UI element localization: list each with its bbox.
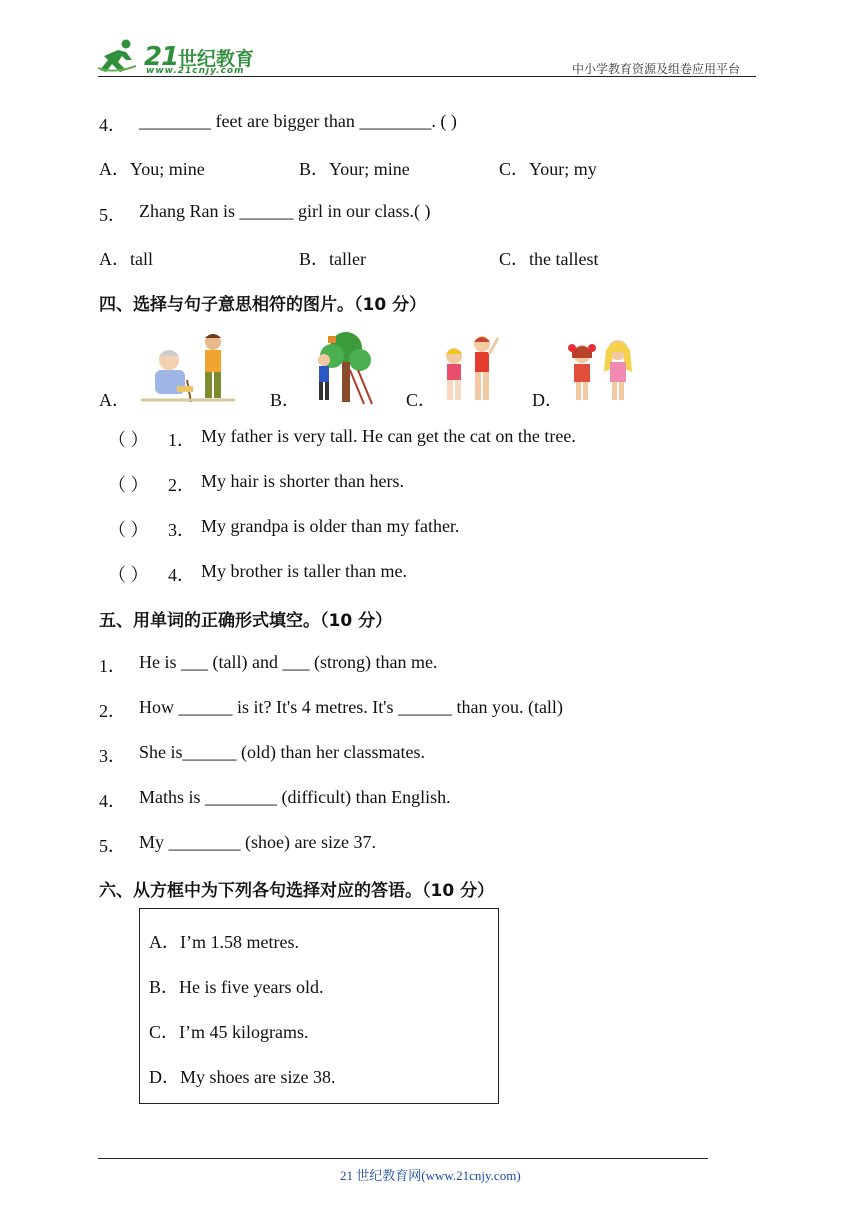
item-text: She is______ (old) than her classmates.: [139, 742, 425, 762]
answer-bracket[interactable]: （ ）: [108, 430, 149, 450]
question-number: 4．: [99, 115, 126, 135]
footer-link[interactable]: 21 世纪教育网(www.21cnjy.com): [340, 1168, 521, 1183]
item-text: My hair is shorter than hers.: [201, 471, 404, 491]
item-number: 4．: [99, 791, 126, 811]
item-number: 3．: [168, 520, 195, 540]
logo-name: 世纪教育: [178, 48, 255, 70]
item-text: My brother is taller than me.: [201, 561, 407, 581]
question-text: Zhang Ran is ______ girl in our class.( ): [139, 201, 431, 221]
footer-rule: [98, 1158, 708, 1159]
option-a: A．tall: [99, 249, 153, 269]
item-number: 4．: [168, 565, 195, 585]
section-title: 五、用单词的正确形式填空。（10 分）: [99, 611, 393, 631]
box-option-c: C．I’m 45 kilograms.: [149, 1022, 309, 1042]
picture-label-b: B．: [270, 390, 301, 410]
answer-bracket[interactable]: （ ）: [108, 475, 149, 495]
picture-label-c: C．: [406, 390, 437, 410]
two-girls-picture-icon: [564, 338, 640, 404]
box-option-d: D．My shoes are size 38.: [149, 1067, 336, 1087]
item-text: My ________ (shoe) are size 37.: [139, 832, 376, 852]
item-number: 5．: [99, 836, 126, 856]
box-option-b: B．He is five years old.: [149, 977, 324, 997]
grandpa-and-father-picture-icon: [135, 330, 239, 404]
item-number: 3．: [99, 746, 126, 766]
answer-bracket[interactable]: （ ）: [108, 520, 149, 540]
item-number: 1．: [168, 430, 195, 450]
logo-number: 21: [144, 42, 179, 72]
man-tree-cat-picture-icon: [302, 330, 374, 406]
option-b: B．taller: [299, 249, 366, 269]
answer-bracket[interactable]: （ ）: [108, 565, 149, 585]
option-b: B．Your; mine: [299, 159, 410, 179]
item-number: 2．: [168, 475, 195, 495]
item-text: My father is very tall. He can get the cat on the tree.: [201, 426, 576, 446]
header-rule: [98, 76, 756, 77]
question-text: ________ feet are bigger than ________. ( ): [139, 111, 457, 131]
box-option-a: A．I’m 1.58 metres.: [149, 932, 299, 952]
option-c: C．the tallest: [499, 249, 599, 269]
picture-label-d: D．: [532, 390, 563, 410]
section-title: 六、从方框中为下列各句选择对应的答语。（10 分）: [99, 881, 495, 901]
section-title: 四、选择与句子意思相符的图片。（10 分）: [99, 295, 427, 315]
two-boys-picture-icon: [436, 332, 504, 406]
item-number: 1．: [99, 656, 126, 676]
item-text: Maths is ________ (difficult) than English.: [139, 787, 451, 807]
item-text: How ______ is it? It's 4 metres. It's ______ than you. (tall): [139, 697, 563, 717]
item-text: My grandpa is older than my father.: [201, 516, 460, 536]
question-number: 5．: [99, 205, 126, 225]
logo-url: www.21cnjy.com: [146, 66, 245, 76]
item-text: He is ___ (tall) and ___ (strong) than me.: [139, 652, 438, 672]
site-name: 中小学教育资源及组卷应用平台: [572, 62, 741, 76]
runner-logo-icon: [96, 38, 142, 76]
item-number: 2．: [99, 701, 126, 721]
answer-options-box: [139, 908, 499, 1104]
option-c: C．Your; my: [499, 159, 597, 179]
picture-label-a: A．: [99, 390, 130, 410]
option-a: A．You; mine: [99, 159, 205, 179]
